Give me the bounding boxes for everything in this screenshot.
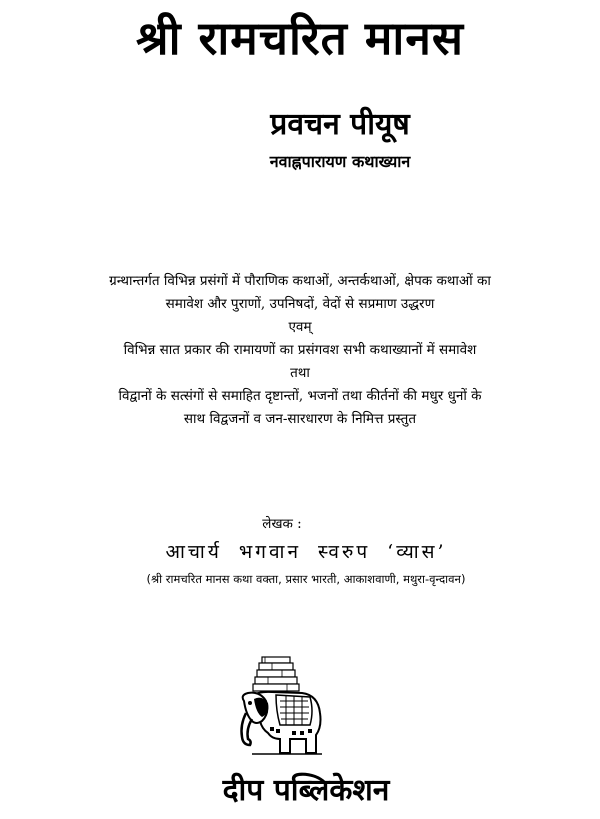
book-sub-subtitle: नवाह्नपारायण कथाख्यान <box>269 152 411 171</box>
book-subtitle: प्रवचन पीयूष <box>270 107 410 142</box>
description-line: ग्रन्थान्तर्गत विभिन्न प्रसंगों में पौराणिक कथाओं, अन्तर्कथाओं, क्षेपक कथाओं का <box>109 273 491 289</box>
description-line: तथा <box>290 365 310 381</box>
description-line: विभिन्न सात प्रकार की रामायणों का प्रसंगवश सभी कथाख्यानों में समावेश <box>123 342 477 358</box>
author-name: आचार्य भगवान स्वरुप ‘व्यास’ <box>165 541 447 563</box>
publisher-name: दीप पब्लिकेशन <box>222 773 390 808</box>
author-details: (श्री रामचरित मानस कथा वक्ता, प्रसार भारती, आकाशवाणी, मथुरा-वृन्दावन) <box>146 572 466 586</box>
description-line: समावेश और पुराणों, उपनिषदों, वेदों से सप्रमाण उद्धरण <box>165 296 435 312</box>
description-block <box>0 270 600 431</box>
elephant-carrying-books-icon <box>232 655 328 765</box>
author-label: लेखक : <box>262 516 302 532</box>
description-line: एवम् <box>288 319 312 335</box>
description-line: विद्वानों के सत्संगों से समाहित दृष्टान्तों, भजनों तथा कीर्तनों की मधुर धुनों के <box>118 388 482 404</box>
description-line: साथ विद्वजनों व जन-सारधारण के निमित्त प्रस्तुत <box>183 411 417 427</box>
book-title: श्री रामचरित मानस <box>136 11 464 65</box>
